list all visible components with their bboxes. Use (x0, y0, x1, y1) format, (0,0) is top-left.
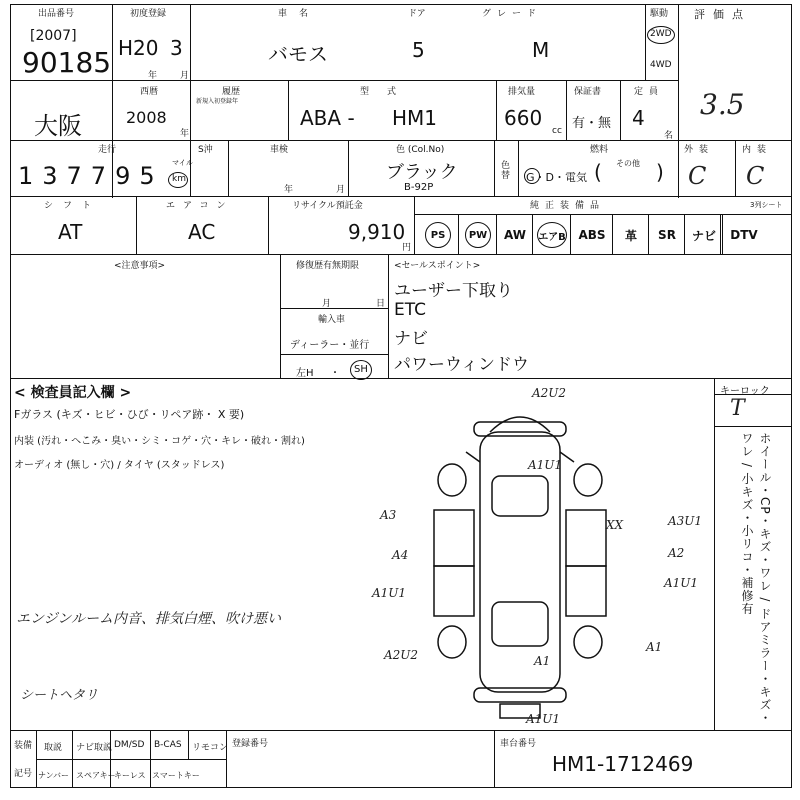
fuel-paren-right: ) (656, 160, 664, 184)
capacity-unit: 名 (664, 131, 674, 141)
sales-point-3: ナビ (394, 329, 428, 349)
shift-value: AT (58, 220, 83, 244)
footer-item-bcas: B-CAS (154, 740, 182, 750)
exterior-value: C (688, 162, 707, 190)
footer-item-plate: ナンバー (38, 771, 70, 780)
footer-item-spare-key: スペアキー (76, 771, 116, 780)
front-hood-outline (490, 417, 550, 432)
footer-col-label-1: 装備 (14, 741, 33, 751)
interior-label: 内装 (742, 145, 773, 155)
dealer-label: ディーラー・並行 (290, 340, 370, 351)
fuel-paren-left: ( (594, 160, 602, 184)
equipment-label: 純正装備品 (530, 201, 606, 211)
mileage-unit-top: マイル (172, 159, 193, 167)
cc-unit: cc (552, 126, 562, 136)
mark-right-door: A2 (668, 546, 685, 560)
recycle-label: リサイクル預託金 (292, 201, 363, 211)
equip-aw-label: AW (504, 228, 526, 242)
equip-pw-label: PW (465, 222, 491, 248)
glass-line: Fガラス (キズ・ヒビ・ひび・リペア跡・ X 要) (14, 408, 245, 421)
recycle-value: 9,910 (348, 220, 406, 244)
type-prefix: ABA - (300, 106, 355, 130)
model-name: バモス (268, 42, 328, 66)
yen-unit: 円 (402, 243, 412, 253)
model-label: 車名 (278, 9, 321, 19)
equip-leather (614, 216, 648, 254)
fuel-other: その他 (616, 159, 640, 168)
equip-dtv-label: DTV (730, 228, 758, 242)
equip-airbag-label: エアB (537, 222, 567, 248)
history-sub: 新規入初登録年 (196, 98, 239, 105)
right-door-front (566, 510, 606, 566)
type-label: 型式 (360, 87, 415, 97)
handwritten-seat-note: シートヘタリ (20, 688, 99, 703)
right-door-rear (566, 566, 606, 616)
side-damage-label: ホイール・CP・キズ・ワレ / ドアミラー・キズ・ワレ / 小キズ・小リコ・補修有 (740, 432, 772, 725)
rear-right-wheel (574, 626, 602, 658)
interior-line: 内装 (汚れ・へこみ・臭い・シミ・コゲ・穴・キレ・破れ・割れ) (14, 436, 305, 447)
drive-4wd: 4WD (650, 60, 672, 70)
handle-left: 左H (296, 368, 314, 379)
inspection-year-unit: 年 (284, 185, 294, 195)
score-label: 評価点 (694, 8, 751, 21)
mileage-label: 走行 (98, 145, 117, 155)
exterior-label: 外装 (684, 145, 715, 155)
sales-point-1: ユーザー下取り (394, 281, 513, 301)
equip-abs-label: ABS (578, 228, 606, 242)
inspection-title: < 検査員記入欄 > (14, 385, 132, 401)
equip-ps (420, 216, 456, 254)
footer-item-keyless: キーレス (114, 771, 146, 780)
left-mirror (466, 452, 480, 462)
score-value: 3.5 (700, 88, 745, 121)
drive-2wd: 2WD (650, 29, 672, 39)
year-unit: 年 (148, 71, 158, 81)
windshield (492, 476, 548, 516)
equip-ps-label: PS (425, 222, 451, 248)
mark-left-rear: A1U1 (372, 586, 407, 600)
mark-front-top: A2U2 (532, 386, 567, 400)
aircon-label: エアコン (166, 201, 234, 211)
handwritten-engine-note: エンジンルーム内音、排気白煙、吹け悪い (16, 611, 281, 627)
equip-pw (460, 216, 496, 254)
equip-navi (686, 216, 722, 254)
footer-item-manual: 取説 (44, 743, 63, 753)
mark-left-front-door: A3 (380, 508, 397, 522)
sales-label: <セールスポイント> (394, 261, 481, 271)
chassis-label: 車台番号 (500, 739, 537, 749)
footer-item-smart-key: スマートキー (152, 771, 200, 780)
front-left-wheel (438, 464, 466, 496)
handle-dot: ・ (330, 368, 340, 379)
equip-leather-label: 革 (624, 228, 637, 243)
record-label: 修復歴有無期限 (296, 261, 360, 271)
displacement: 660 (504, 106, 543, 130)
handle-right: SH (354, 364, 368, 375)
doors-value: 5 (412, 38, 425, 62)
lot-number: 90185 (22, 46, 112, 79)
mark-right-front-door: A3U1 (668, 514, 703, 528)
caution-label: <注意事項> (114, 261, 166, 271)
left-door-front (434, 510, 474, 566)
equip-sr-label: SR (658, 228, 676, 242)
warranty-label: 保証書 (574, 87, 602, 97)
grade-value: M (532, 38, 550, 62)
sales-point-4: パワーウィンドウ (394, 355, 529, 375)
type-code: HM1 (392, 106, 438, 130)
year-unit-2: 年 (180, 129, 190, 139)
western-year: 2008 (126, 108, 167, 127)
rear-window (492, 602, 548, 646)
first-reg-month: 3 (170, 36, 183, 60)
capacity-label: 定員 (634, 87, 665, 97)
mark-right-bottom: A1 (646, 640, 663, 654)
lot-label: 出品番号 (38, 9, 75, 19)
equip-airbag (534, 216, 570, 254)
fuel-label: 燃料 (590, 145, 609, 155)
audio-line: オーディオ (無し・穴) / タイヤ (スタッドレス) (14, 460, 225, 471)
inspection-date-label: 車検 (270, 145, 289, 155)
s-label: S沖 (198, 145, 213, 155)
history-label: 履歴 (222, 87, 241, 97)
first-reg-era: H20 (118, 36, 159, 60)
seat-label: 3列シート (750, 201, 783, 209)
record-month: 月 (322, 299, 332, 309)
car-diagram (420, 392, 620, 728)
reg-number-label: 登録番号 (232, 739, 269, 749)
location: 大阪 (34, 112, 82, 140)
inspection-month-unit: 月 (336, 185, 346, 195)
mark-right-rear: A1U1 (664, 576, 699, 590)
equip-navi-label: ナビ (691, 228, 716, 243)
mark-right-xx: XX (606, 518, 624, 532)
rear-bumper (474, 688, 566, 702)
equip-sr (650, 216, 684, 254)
sales-point-2: ETC (394, 300, 426, 320)
front-bumper (474, 422, 566, 436)
chassis-number: HM1-1712469 (552, 752, 694, 776)
western-year-label: 西暦 (140, 87, 159, 97)
interior-value: C (746, 162, 765, 190)
footer-col-label-2: 記号 (14, 769, 33, 779)
equip-dtv (724, 216, 764, 254)
mark-left-door: A4 (392, 548, 409, 562)
mileage-unit: km (172, 174, 186, 184)
color-change-label: 色替 (499, 160, 509, 180)
color-label: 色 (Col.No) (396, 145, 445, 155)
equip-aw (498, 216, 532, 254)
footer-item-dmsd: DM/SD (114, 740, 145, 750)
mileage: 137795 (18, 162, 164, 190)
rear-left-wheel (438, 626, 466, 658)
color-value: ブラック (386, 162, 458, 183)
mark-left-bottom: A2U2 (384, 648, 419, 662)
key-lock-mark: T (730, 396, 745, 421)
right-mirror (560, 452, 574, 462)
month-unit: 月 (180, 71, 190, 81)
import-label: 輸入車 (318, 315, 346, 325)
footer-item-remote: リモコン (192, 743, 229, 753)
capacity: 4 (632, 106, 645, 130)
mark-rear-center: A1 (534, 654, 551, 668)
displacement-label: 排気量 (508, 87, 536, 97)
fuel-value: G・D・電気 (526, 171, 587, 184)
record-day: 日 (376, 299, 386, 309)
front-right-wheel (574, 464, 602, 496)
left-door-rear (434, 566, 474, 616)
warranty-value: 有・無 (572, 116, 612, 131)
first-reg-label: 初度登録 (130, 9, 167, 19)
shift-label: シフト (44, 201, 102, 211)
color-code: B-92P (404, 182, 434, 193)
grade-label: グレード (482, 9, 543, 19)
equip-abs (572, 216, 612, 254)
aircon-value: AC (188, 220, 216, 244)
footer-item-navi-manual: ナビ取説 (76, 743, 113, 753)
mark-rear-bottom: A1U1 (526, 712, 561, 726)
door-label: ドア (408, 9, 426, 19)
key-lock-label: キーロック (720, 386, 770, 397)
lot-year: [2007] (30, 28, 77, 44)
drive-label: 駆動 (650, 9, 669, 19)
mark-hood: A1U1 (528, 458, 563, 472)
